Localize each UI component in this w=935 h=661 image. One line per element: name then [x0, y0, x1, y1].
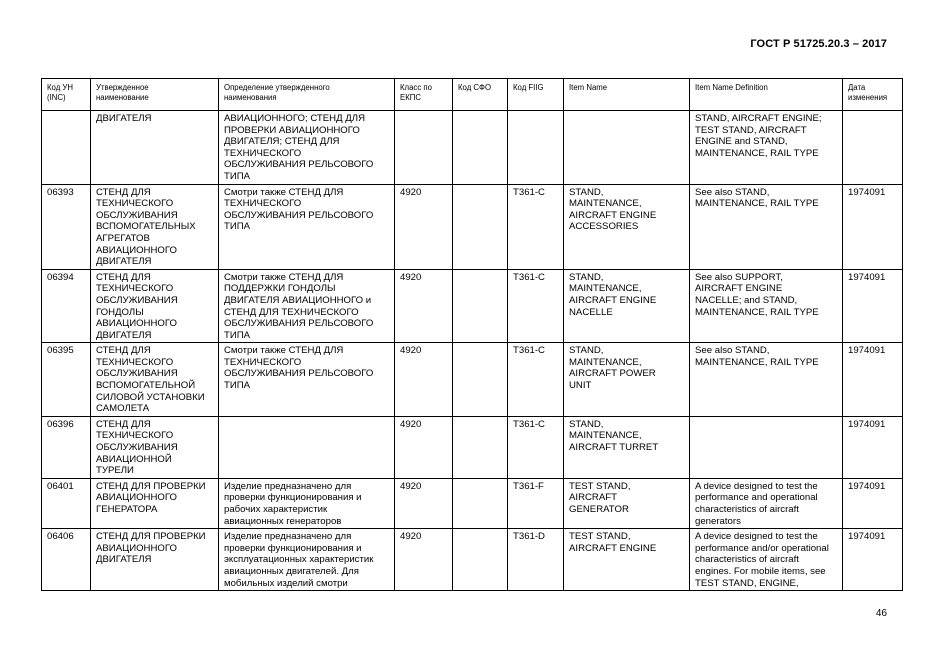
table-header-row: [42, 79, 903, 111]
cell-col-inc: [42, 111, 91, 185]
cell-col-item-name: TEST STAND, AIRCRAFT GENERATOR: [564, 478, 690, 528]
cell-col-item-name: STAND, MAINTENANCE, AIRCRAFT TURRET: [564, 416, 690, 478]
cell-col-sfo: [453, 111, 508, 185]
cell-col-inc: 06401: [42, 478, 91, 528]
cell-col-definition: Смотри также СТЕНД ДЛЯ ПОДДЕРЖКИ ГОНДОЛЫ ДВИГАТЕЛЯ АВИАЦИОННОГО и СТЕНД ДЛЯ ТЕХНИЧЕСКОГО ОБСЛУЖИВАНИЯ РЕЛЬСОВОГО ТИПА: [219, 269, 395, 343]
cell-col-inc: 06396: [42, 416, 91, 478]
header-col-sfo: Код СФО: [453, 79, 508, 111]
cell-col-class: 4920: [395, 343, 453, 417]
cell-col-item-definition: See also STAND, MAINTENANCE, RAIL TYPE: [690, 184, 843, 269]
cell-col-item-name: STAND, MAINTENANCE, AIRCRAFT ENGINE ACCESSORIES: [564, 184, 690, 269]
catalog-table: [41, 78, 903, 591]
table-row: [42, 343, 903, 417]
document-header: ГОСТ Р 51725.20.3 – 2017: [750, 38, 887, 50]
cell-col-approved-name: СТЕНД ДЛЯ ТЕХНИЧЕСКОГО ОБСЛУЖИВАНИЯ АВИАЦИОННОЙ ТУРЕЛИ: [91, 416, 219, 478]
cell-col-item-definition: A device designed to test the performance and/or operational characteristics of aircraft engines. For mobile items, see TEST STAND, ENGINE,: [690, 529, 843, 591]
table-row: [42, 416, 903, 478]
cell-col-sfo: [453, 478, 508, 528]
cell-col-definition: Изделие предназначено для проверки функционирования и рабочих характеристик авиационных генераторов: [219, 478, 395, 528]
cell-col-sfo: [453, 343, 508, 417]
header-col-approved-name: Утвержденное наименование: [91, 79, 219, 111]
cell-col-definition: [219, 416, 395, 478]
cell-col-approved-name: ДВИГАТЕЛЯ: [91, 111, 219, 185]
cell-col-date: 1974091: [843, 416, 903, 478]
cell-col-item-definition: [690, 416, 843, 478]
cell-col-item-name: TEST STAND, AIRCRAFT ENGINE: [564, 529, 690, 591]
table-row: [42, 478, 903, 528]
cell-col-inc: 06406: [42, 529, 91, 591]
cell-col-definition: Изделие предназначено для проверки функционирования и эксплуатационных характеристик авиационных двигателей. Для мобильных изделий смотри: [219, 529, 395, 591]
cell-col-class: 4920: [395, 184, 453, 269]
cell-col-date: 1974091: [843, 269, 903, 343]
cell-col-sfo: [453, 269, 508, 343]
cell-col-fiig: T361-C: [508, 416, 564, 478]
cell-col-class: 4920: [395, 478, 453, 528]
cell-col-fiig: T361-D: [508, 529, 564, 591]
cell-col-item-name: [564, 111, 690, 185]
cell-col-date: 1974091: [843, 343, 903, 417]
cell-col-class: 4920: [395, 269, 453, 343]
cell-col-approved-name: СТЕНД ДЛЯ ТЕХНИЧЕСКОГО ОБСЛУЖИВАНИЯ ГОНДОЛЫ АВИАЦИОННОГО ДВИГАТЕЛЯ: [91, 269, 219, 343]
header-col-fiig: Код FIIG: [508, 79, 564, 111]
cell-col-date: 1974091: [843, 184, 903, 269]
table-body: [42, 111, 903, 591]
cell-col-class: 4920: [395, 529, 453, 591]
cell-col-fiig: [508, 111, 564, 185]
cell-col-inc: 06393: [42, 184, 91, 269]
table-row: [42, 529, 903, 591]
page-number: 46: [875, 608, 887, 619]
header-col-date: Дата изменения: [843, 79, 903, 111]
table-row: [42, 111, 903, 185]
cell-col-date: 1974091: [843, 478, 903, 528]
cell-col-approved-name: СТЕНД ДЛЯ ПРОВЕРКИ АВИАЦИОННОГО ДВИГАТЕЛЯ: [91, 529, 219, 591]
header-col-inc: Код УН (INC): [42, 79, 91, 111]
cell-col-sfo: [453, 184, 508, 269]
cell-col-inc: 06395: [42, 343, 91, 417]
cell-col-item-name: STAND, MAINTENANCE, AIRCRAFT POWER UNIT: [564, 343, 690, 417]
cell-col-item-definition: A device designed to test the performance and operational characteristics of aircraft generators: [690, 478, 843, 528]
cell-col-fiig: T361-C: [508, 343, 564, 417]
cell-col-fiig: T361-F: [508, 478, 564, 528]
header-col-item-name: Item Name: [564, 79, 690, 111]
cell-col-definition: АВИАЦИОННОГО; СТЕНД ДЛЯ ПРОВЕРКИ АВИАЦИОННОГО ДВИГАТЕЛЯ; СТЕНД ДЛЯ ТЕХНИЧЕСКОГО ОБСЛУЖИВАНИЯ РЕЛЬСОВОГО ТИПА: [219, 111, 395, 185]
cell-col-item-name: STAND, MAINTENANCE, AIRCRAFT ENGINE NACELLE: [564, 269, 690, 343]
header-col-item-definition: Item Name Definition: [690, 79, 843, 111]
cell-col-item-definition: See also SUPPORT, AIRCRAFT ENGINE NACELLE; and STAND, MAINTENANCE, RAIL TYPE: [690, 269, 843, 343]
cell-col-definition: Смотри также СТЕНД ДЛЯ ТЕХНИЧЕСКОГО ОБСЛУЖИВАНИЯ РЕЛЬСОВОГО ТИПА: [219, 343, 395, 417]
cell-col-item-definition: STAND, AIRCRAFT ENGINE; TEST STAND, AIRCRAFT ENGINE and STAND, MAINTENANCE, RAIL TYPE: [690, 111, 843, 185]
table-row: [42, 269, 903, 343]
cell-col-sfo: [453, 529, 508, 591]
cell-col-item-definition: See also STAND, MAINTENANCE, RAIL TYPE: [690, 343, 843, 417]
cell-col-date: 1974091: [843, 529, 903, 591]
header-col-class: Класс по ЕКПС: [395, 79, 453, 111]
cell-col-approved-name: СТЕНД ДЛЯ ТЕХНИЧЕСКОГО ОБСЛУЖИВАНИЯ ВСПОМОГАТЕЛЬНОЙ СИЛОВОЙ УСТАНОВКИ САМОЛЕТА: [91, 343, 219, 417]
cell-col-sfo: [453, 416, 508, 478]
cell-col-class: [395, 111, 453, 185]
cell-col-fiig: T361-C: [508, 269, 564, 343]
cell-col-definition: Смотри также СТЕНД ДЛЯ ТЕХНИЧЕСКОГО ОБСЛУЖИВАНИЯ РЕЛЬСОВОГО ТИПА: [219, 184, 395, 269]
cell-col-date: [843, 111, 903, 185]
cell-col-approved-name: СТЕНД ДЛЯ ПРОВЕРКИ АВИАЦИОННОГО ГЕНЕРАТОРА: [91, 478, 219, 528]
cell-col-inc: 06394: [42, 269, 91, 343]
cell-col-class: 4920: [395, 416, 453, 478]
table-row: [42, 184, 903, 269]
cell-col-fiig: T361-C: [508, 184, 564, 269]
cell-col-approved-name: СТЕНД ДЛЯ ТЕХНИЧЕСКОГО ОБСЛУЖИВАНИЯ ВСПОМОГАТЕЛЬНЫХ АГРЕГАТОВ АВИАЦИОННОГО ДВИГАТЕЛЯ: [91, 184, 219, 269]
header-col-definition: Определение утвержденного наименования: [219, 79, 395, 111]
